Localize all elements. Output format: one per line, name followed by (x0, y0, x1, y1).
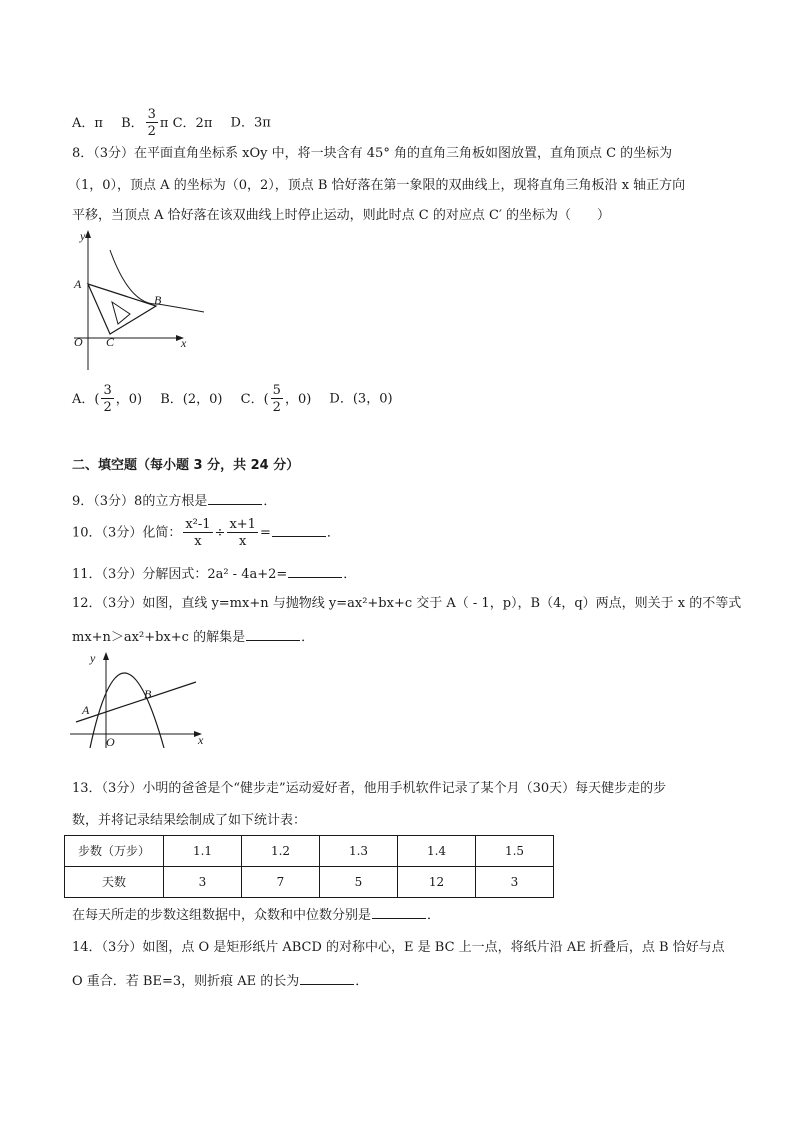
q7-option-a: A．π (72, 115, 103, 131)
fraction: $\frac{3}{2}$ (147, 107, 156, 139)
q8-option-c: C．( $\frac{5}{2}$ ，0) (240, 383, 312, 415)
label-c: C (106, 335, 115, 349)
parabola-curve (90, 673, 164, 748)
table-row (65, 867, 554, 898)
label-y: y (80, 229, 86, 243)
fraction: $\frac{\text{x²-1}}{x}$ (185, 517, 211, 549)
table-cell: 3 (476, 867, 554, 898)
table-header-cell: 步数（万步） (65, 836, 164, 867)
q7-option-d: D．3π (230, 115, 271, 131)
q8-text-line2: （1，0），顶点 A 的坐标为（0，2），顶点 B 恰好落在第一象限的双曲线上，现将直角三角板沿 x 轴正方向 (68, 178, 686, 193)
q12-figure (68, 648, 218, 758)
q14-text-line2: O 重合．若 BE=3，则折痕 AE 的长为 ． (72, 974, 369, 989)
q8-text-line1: 8．（3分）在平面直角坐标系 xOy 中，将一块含有 45° 角的直角三角板如图放置，直角顶点 C 的坐标为 (72, 146, 673, 161)
q7-option-b: B． $\frac{3}{2}$ π (121, 107, 169, 139)
y-axis-arrow (103, 652, 109, 660)
section2-title: 二、填空题（每小题 3 分，共 24 分） (72, 458, 300, 473)
straight-line (76, 682, 196, 722)
label-o: O (106, 735, 115, 749)
fraction: $\frac{3}{2}$ (103, 383, 112, 415)
label-b: B (154, 293, 162, 307)
q12-text-line2: mx+n＞ax²+bx+c 的解集是 ． (72, 630, 315, 645)
q7-option-c: C．2π (172, 115, 213, 131)
table-cell: 1.5 (476, 836, 554, 867)
answer-blank (372, 906, 426, 919)
answer-blank (246, 628, 300, 641)
label-y: y (90, 651, 96, 665)
stats-table (64, 835, 554, 898)
q14-text-line1: 14．（3分）如图，点 O 是矩形纸片 ABCD 的对称中心，E 是 BC 上一点，将纸片沿 AE 折叠后，点 B 恰好与点 (72, 940, 725, 955)
table-cell: 12 (398, 867, 476, 898)
answer-blank (272, 524, 326, 537)
table-header-cell: 天数 (65, 867, 164, 898)
label-x: x (181, 336, 187, 350)
q8-option-b: B．(2，0) (160, 391, 223, 407)
label-a: A (74, 277, 82, 291)
q8-option-d: D．(3，0) (329, 391, 393, 407)
q7-options (72, 108, 271, 138)
triangle-inner (112, 302, 130, 324)
table-cell: 1.4 (398, 836, 476, 867)
label-a: A (82, 703, 90, 717)
table-cell: 3 (164, 867, 242, 898)
q8-text-line3: 平移，当顶点 A 恰好落在该双曲线上时停止运动，则此时点 C 的对应点 C′ 的坐标为（ ） (72, 208, 611, 223)
q13-text-line1: 13．（3分）小明的爸爸是个“健步走”运动爱好者，他用手机软件记录了某个月（30天）每天健步走的步 (72, 781, 667, 796)
fraction: $\frac{x+1}{x}$ (229, 517, 256, 549)
label-o: O (74, 335, 83, 349)
table-cell: 1.3 (320, 836, 398, 867)
q8-options (72, 384, 393, 414)
table-row (65, 836, 554, 867)
q8-option-a: A．( $\frac{3}{2}$ ，0) (72, 383, 143, 415)
table-cell: 1.1 (164, 836, 242, 867)
answer-blank (208, 492, 262, 505)
q12-text-line1: 12．（3分）如图，直线 y=mx+n 与抛物线 y=ax²+bx+c 交于 A（ - 1，p），B（4，q）两点，则关于 x 的不等式 (72, 596, 742, 611)
q13-text-line2: 数，并将记录结果绘制成了如下统计表： (72, 813, 307, 828)
answer-blank (300, 972, 354, 985)
q10: 10．（3分）化简： $\frac{\text{x²-1}}{x}$ ÷ $\frac{x+1}{x}$ = ． (72, 517, 340, 549)
table-cell: 5 (320, 867, 398, 898)
q11: 11．（3分）分解因式：2a² - 4a+2= ． (72, 567, 357, 582)
answer-blank (288, 565, 342, 578)
q9: 9．（3分）8的立方根是 ． (72, 494, 277, 509)
fraction: $\frac{5}{2}$ (272, 383, 281, 415)
q8-figure (70, 228, 220, 378)
q13-text-line3: 在每天所走的步数这组数据中，众数和中位数分别是 ． (72, 908, 441, 923)
table-cell: 1.2 (242, 836, 320, 867)
table-cell: 7 (242, 867, 320, 898)
label-b: B (144, 687, 152, 701)
y-axis-arrow (85, 230, 91, 238)
label-x: x (198, 733, 204, 747)
